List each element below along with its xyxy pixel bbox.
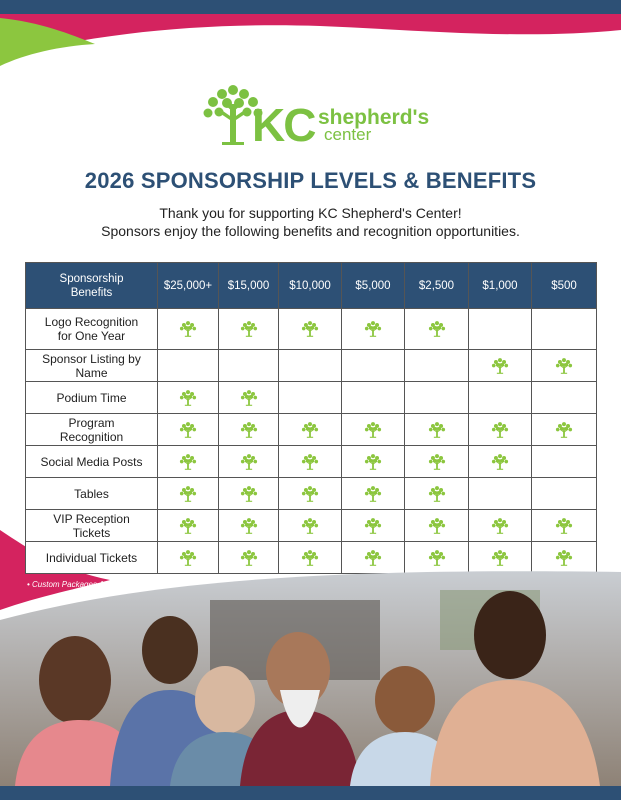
benefit-included-cell bbox=[342, 309, 405, 350]
top-decorative-band bbox=[0, 0, 621, 70]
benefit-empty-cell bbox=[469, 478, 532, 510]
benefit-empty-cell bbox=[532, 309, 597, 350]
benefit-empty-cell bbox=[469, 309, 532, 350]
tree-icon bbox=[301, 518, 319, 532]
tree-icon bbox=[428, 321, 446, 335]
benefit-empty-cell bbox=[219, 350, 279, 382]
header-benefits: Sponsorship Benefits bbox=[26, 263, 158, 309]
benefit-included-cell bbox=[342, 510, 405, 542]
benefit-included-cell bbox=[158, 382, 219, 414]
header-level: $15,000 bbox=[219, 263, 279, 309]
benefit-empty-cell bbox=[342, 350, 405, 382]
benefit-included-cell bbox=[405, 309, 469, 350]
tree-icon bbox=[491, 454, 509, 468]
logo-name-text: shepherd's bbox=[318, 106, 430, 129]
header-level: $1,000 bbox=[469, 263, 532, 309]
tree-icon bbox=[428, 486, 446, 500]
benefit-included-cell bbox=[469, 350, 532, 382]
table-row bbox=[26, 414, 597, 446]
benefit-included-cell bbox=[158, 309, 219, 350]
benefit-included-cell bbox=[532, 510, 597, 542]
tree-icon bbox=[428, 518, 446, 532]
benefit-label: Social Media Posts bbox=[26, 446, 158, 478]
table-body bbox=[26, 309, 597, 574]
benefit-included-cell bbox=[219, 446, 279, 478]
tree-icon bbox=[364, 486, 382, 500]
benefit-included-cell bbox=[405, 510, 469, 542]
table-row bbox=[26, 350, 597, 382]
table-row bbox=[26, 478, 597, 510]
logo-sub-text: center bbox=[324, 125, 372, 144]
benefit-included-cell bbox=[279, 478, 342, 510]
benefit-label: Sponsor Listing by Name bbox=[26, 350, 158, 382]
header-level: $500 bbox=[532, 263, 597, 309]
kc-shepherds-center-logo bbox=[200, 82, 430, 152]
table-row bbox=[26, 309, 597, 350]
tree-icon bbox=[240, 422, 258, 436]
benefit-empty-cell bbox=[158, 350, 219, 382]
tree-icon bbox=[240, 518, 258, 532]
benefit-included-cell bbox=[279, 446, 342, 478]
tree-icon bbox=[301, 422, 319, 436]
benefit-included-cell bbox=[158, 414, 219, 446]
benefit-label: VIP Reception Tickets bbox=[26, 510, 158, 542]
benefit-label: Program Recognition bbox=[26, 414, 158, 446]
tree-icon bbox=[179, 321, 197, 335]
table-row bbox=[26, 382, 597, 414]
table-header-row bbox=[26, 263, 597, 309]
benefit-included-cell bbox=[279, 510, 342, 542]
header-level: $10,000 bbox=[279, 263, 342, 309]
tree-icon bbox=[301, 321, 319, 335]
benefit-included-cell bbox=[469, 446, 532, 478]
benefit-empty-cell bbox=[532, 382, 597, 414]
tree-icon bbox=[491, 518, 509, 532]
tree-icon bbox=[240, 486, 258, 500]
header-level: $5,000 bbox=[342, 263, 405, 309]
benefit-included-cell bbox=[158, 510, 219, 542]
benefit-included-cell bbox=[219, 382, 279, 414]
benefit-label: Tables bbox=[26, 478, 158, 510]
tree-icon bbox=[491, 422, 509, 436]
benefit-included-cell bbox=[279, 309, 342, 350]
benefit-empty-cell bbox=[279, 350, 342, 382]
benefit-included-cell bbox=[219, 414, 279, 446]
tree-icon bbox=[555, 422, 573, 436]
custom-packages-note: • Custom Packages Available. bbox=[27, 580, 134, 589]
logo-kc-text: KC bbox=[252, 99, 315, 151]
benefit-included-cell bbox=[342, 414, 405, 446]
benefit-included-cell bbox=[405, 414, 469, 446]
tree-icon bbox=[364, 454, 382, 468]
benefit-empty-cell bbox=[469, 382, 532, 414]
tree-icon bbox=[555, 518, 573, 532]
benefit-included-cell bbox=[469, 414, 532, 446]
intro-line-2: Sponsors enjoy the following benefits and recognition opportunities. bbox=[101, 223, 520, 239]
tree-icon bbox=[301, 454, 319, 468]
tree-icon bbox=[491, 358, 509, 372]
benefit-empty-cell bbox=[342, 382, 405, 414]
benefit-included-cell bbox=[405, 446, 469, 478]
tree-icon bbox=[240, 321, 258, 335]
benefit-empty-cell bbox=[532, 478, 597, 510]
tree-icon bbox=[428, 422, 446, 436]
tree-icon bbox=[301, 486, 319, 500]
table-row bbox=[26, 446, 597, 478]
benefit-included-cell bbox=[279, 414, 342, 446]
bottom-decorative-band bbox=[0, 786, 621, 800]
benefit-empty-cell bbox=[405, 350, 469, 382]
tree-icon bbox=[240, 454, 258, 468]
tree-icon bbox=[240, 390, 258, 404]
tree-icon bbox=[364, 518, 382, 532]
benefit-included-cell bbox=[158, 446, 219, 478]
benefit-label: Individual Tickets bbox=[26, 542, 158, 574]
tree-icon bbox=[428, 454, 446, 468]
benefit-included-cell bbox=[219, 309, 279, 350]
tree-icon bbox=[179, 422, 197, 436]
tree-icon bbox=[179, 390, 197, 404]
group-photo-image bbox=[0, 560, 621, 786]
benefit-included-cell bbox=[342, 478, 405, 510]
tree-icon bbox=[555, 358, 573, 372]
page-title: 2026 SPONSORSHIP LEVELS & BENEFITS bbox=[84, 168, 537, 193]
benefit-included-cell bbox=[158, 478, 219, 510]
header-level: $25,000+ bbox=[158, 263, 219, 309]
benefit-included-cell bbox=[532, 350, 597, 382]
benefit-included-cell bbox=[532, 414, 597, 446]
tree-icon bbox=[364, 422, 382, 436]
sponsorship-benefits-table bbox=[25, 262, 597, 574]
intro-line-1: Thank you for supporting KC Shepherd's Center! bbox=[159, 205, 462, 221]
header-level: $2,500 bbox=[405, 263, 469, 309]
tree-icon bbox=[364, 321, 382, 335]
benefit-included-cell bbox=[219, 510, 279, 542]
benefit-included-cell bbox=[469, 510, 532, 542]
benefit-label: Podium Time bbox=[26, 382, 158, 414]
tree-icon bbox=[179, 518, 197, 532]
tree-icon bbox=[179, 486, 197, 500]
benefit-empty-cell bbox=[532, 446, 597, 478]
benefit-empty-cell bbox=[405, 382, 469, 414]
table-row bbox=[26, 510, 597, 542]
tree-icon bbox=[179, 454, 197, 468]
benefit-included-cell bbox=[219, 478, 279, 510]
benefit-label: Logo Recognition for One Year bbox=[26, 309, 158, 350]
benefit-included-cell bbox=[405, 478, 469, 510]
intro-text bbox=[0, 204, 621, 240]
benefit-empty-cell bbox=[279, 382, 342, 414]
benefit-included-cell bbox=[342, 446, 405, 478]
